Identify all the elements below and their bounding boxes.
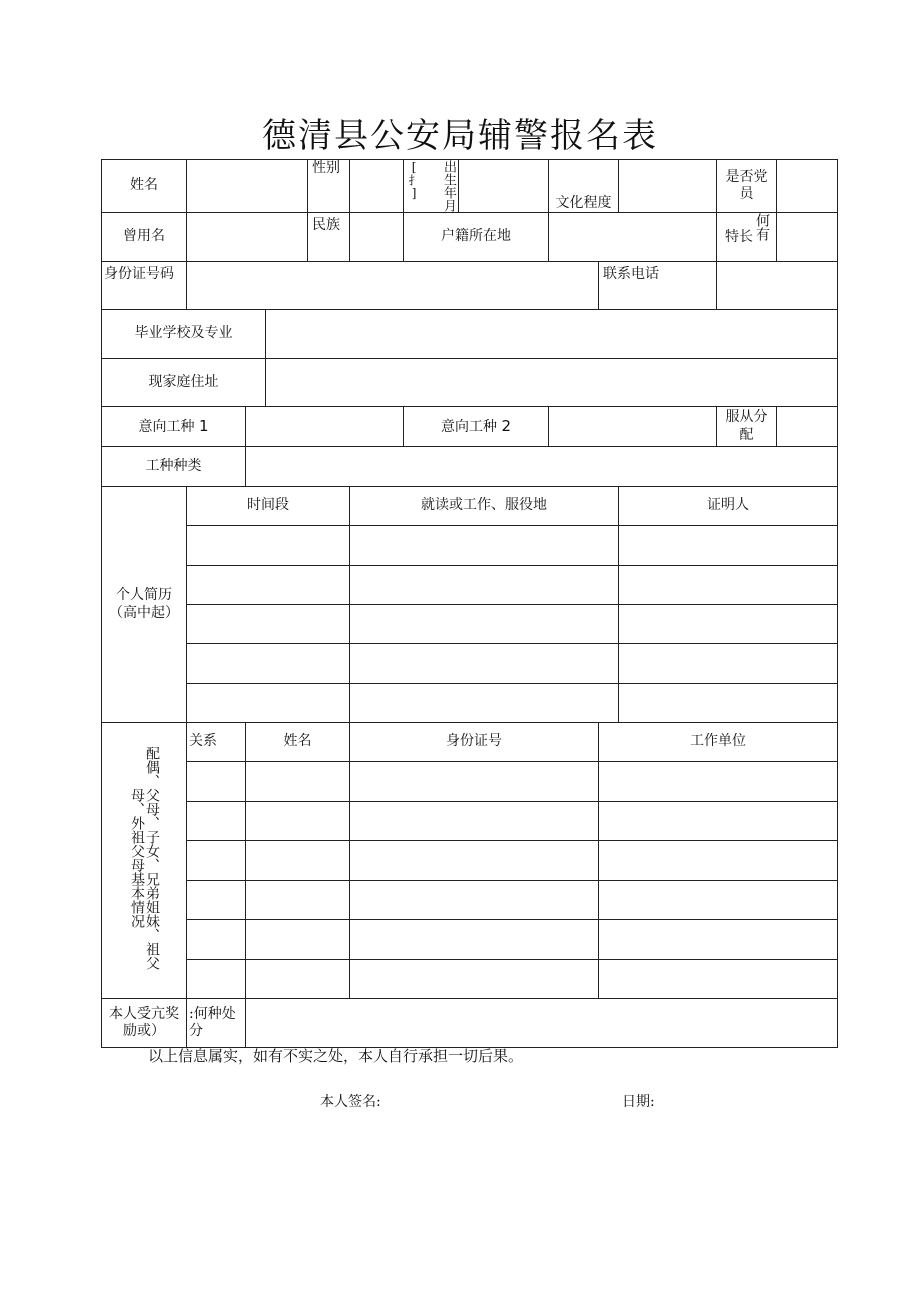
birth-mark: [⺘] [407,160,422,200]
former-name-field[interactable] [187,213,308,262]
family-header-name: 姓名 [246,723,350,762]
ethnicity-label: 民族 [308,213,350,262]
page-title: 德清县公安局辅警报名表 [262,116,658,156]
resume-header-period: 时间段 [187,487,350,526]
job-type-field[interactable] [246,447,838,487]
table-row [102,684,838,723]
awards-label-1: 本人受亢奖 [109,1005,179,1022]
id-field[interactable] [187,262,599,310]
birth-field[interactable] [459,160,549,213]
table-row [102,881,838,920]
job2-label [404,407,549,447]
obey-label: 服从分配 [717,407,777,447]
awards-label-b [187,999,246,1048]
party-label: 是否党员 [717,160,777,213]
resume-header-witness: 证明人 [619,487,838,526]
school-label: 毕业学校及专业 [102,310,266,359]
family-label-text: 配偶、父母、子女、兄弟姐妹、祖父母、外祖父母基本情况 [129,745,160,970]
table-row [102,644,838,684]
table-row [102,960,838,999]
awards-label-4: 分 [189,1023,203,1039]
job1-num: 1 [198,416,209,435]
family-header-employer: 工作单位 [599,723,838,762]
education-label: 文化程度 [549,160,619,213]
birth-label-text: 出生年月 [441,160,457,212]
job2-label-text: 意向工种 [441,418,498,435]
job1-label [102,407,246,447]
obey-field[interactable] [777,407,838,447]
family-section-label [102,723,187,999]
household-label: 户籍所在地 [404,213,549,262]
family-header-relation: 关系 [187,723,246,762]
household-field[interactable] [549,213,717,262]
specialty-note: 何有 [754,213,771,241]
declaration-text: 以上信息属实，如有不实之处，本人自行承担一切后果。 [148,1047,524,1065]
awards-label-3: :何种处 [189,1005,236,1022]
registration-form [101,159,838,1048]
ethnicity-field[interactable] [350,213,404,262]
table-row [102,526,838,566]
specialty-label-text: 特长 [725,229,754,245]
phone-field[interactable] [717,262,838,310]
signature-label: 本人签名: [320,1094,381,1110]
resume-header-place: 就读或工作、服役地 [350,487,619,526]
former-name-label: 曾用名 [102,213,187,262]
job1-label-text: 意向工种 [138,418,195,435]
table-row [102,605,838,644]
job-type-label: 工种种类 [102,447,246,487]
job2-field[interactable] [549,407,717,447]
party-field[interactable] [777,160,838,213]
date-label: 日期: [622,1094,655,1110]
address-label: 现家庭住址 [102,359,266,407]
job2-num: 2 [501,416,512,435]
id-label: 身份证号码 [102,262,187,310]
table-row [102,920,838,960]
specialty-label [717,213,777,262]
awards-label [102,999,187,1048]
school-field[interactable] [266,310,838,359]
gender-label: 性别 [308,160,350,213]
gender-field[interactable] [350,160,404,213]
family-header-id: 身份证号 [350,723,599,762]
job1-field[interactable] [246,407,404,447]
resume-label-1: 个人简历 [116,587,172,603]
table-row [102,802,838,841]
table-row [102,566,838,605]
name-label: 姓名 [102,160,187,213]
resume-section-label [102,487,187,723]
table-row [102,762,838,802]
awards-field[interactable] [246,999,838,1048]
address-field[interactable] [266,359,838,407]
awards-label-2: 励或） [123,1023,165,1039]
name-field[interactable] [187,160,308,213]
birth-label [404,160,459,213]
resume-label-2: （高中起） [109,604,179,621]
phone-label: 联系电话 [599,262,717,310]
table-row [102,841,838,881]
specialty-field[interactable] [777,213,838,262]
education-field[interactable] [619,160,717,213]
